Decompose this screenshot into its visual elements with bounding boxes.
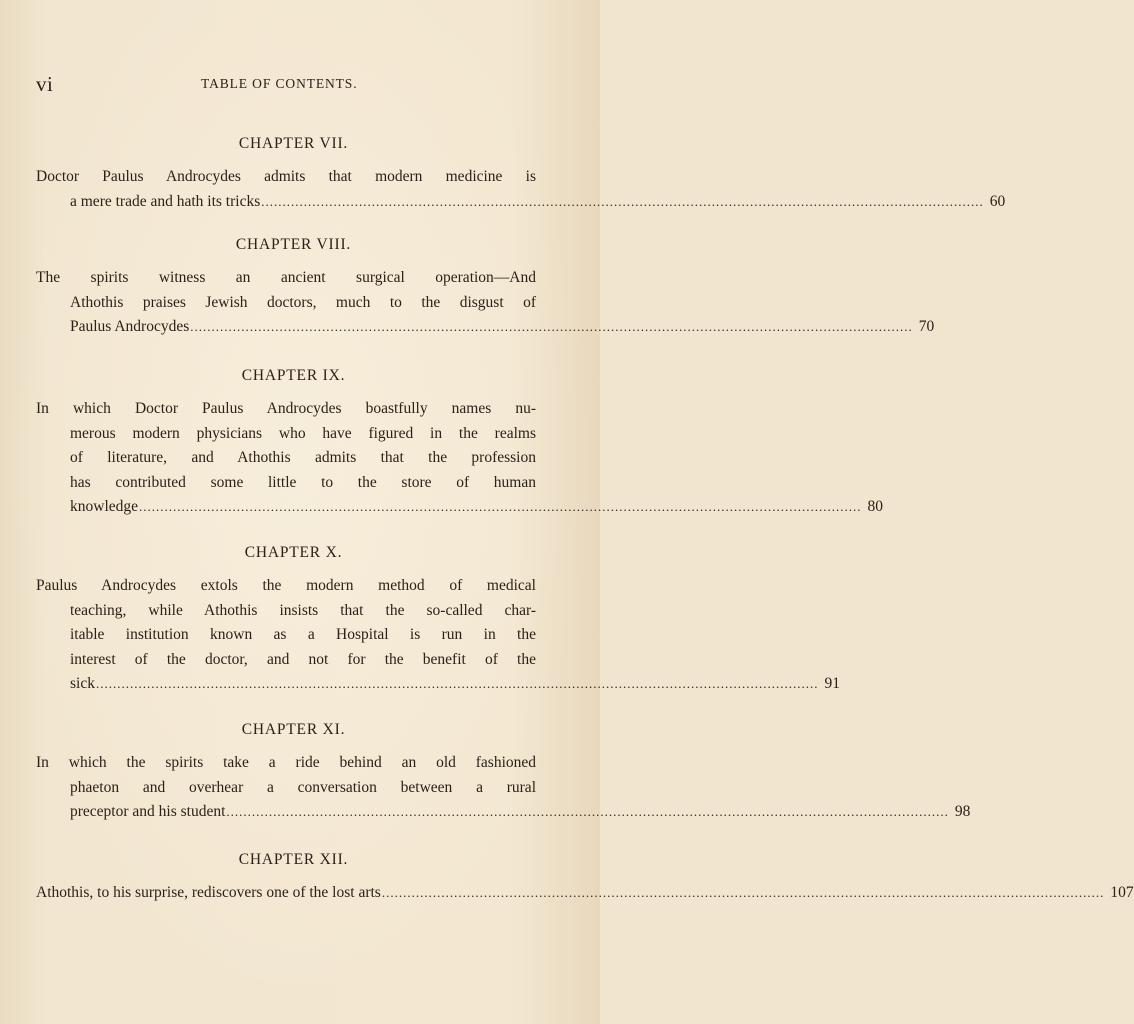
chapter-title: CHAPTER XI. (241, 721, 346, 738)
toc-chapter-8 (36, 235, 935, 340)
entry-line: phaeton and overhear a conversation between a rural (70, 778, 536, 796)
chapter-title: CHAPTER XII. (238, 851, 349, 868)
entry-line-last (36, 315, 935, 340)
entry-line-text: a mere trade and hath its tricks (70, 192, 261, 210)
entry-line: has contributed some little to the store of human (70, 473, 536, 491)
entry-line-last (36, 800, 971, 825)
dot-leader (226, 800, 949, 825)
toc-entry (36, 751, 971, 825)
entry-line: merous modern physicians who have figured in the realms (70, 424, 536, 442)
dot-leader (190, 315, 913, 340)
toc-entry (36, 397, 884, 520)
dot-leader (96, 672, 819, 697)
dot-leader (139, 495, 862, 520)
dot-leader (382, 881, 1105, 906)
chapter-title: CHAPTER VII. (238, 135, 349, 152)
running-title: TABLE OF CONTENTS. (201, 76, 358, 91)
chapter-title: CHAPTER X. (244, 544, 343, 561)
entry-line-text: knowledge (70, 498, 139, 515)
entry-line-text: sick (70, 675, 95, 692)
page-folio: vi (36, 72, 54, 96)
page-number: 70 (918, 318, 935, 335)
entry-line-last (36, 881, 1134, 906)
entry-line: In which Doctor Paulus Androcydes boastfully names nu- (36, 400, 536, 417)
entry-line: The spirits witness an ancient surgical operation—And (36, 269, 536, 286)
entry-line: Paulus Androcydes extols the modern method of medical (36, 577, 536, 594)
entry-line: Doctor Paulus Androcydes admits that modern medicine is (36, 168, 536, 185)
entry-line-text: Athothis, to his surprise, rediscovers one of the lost arts (36, 884, 381, 901)
toc-chapter-10 (36, 543, 840, 697)
page-number: 80 (867, 498, 884, 515)
entry-line: Athothis praises Jewish doctors, much to the disgust of (70, 293, 536, 311)
page-header (36, 74, 566, 96)
entry-line: of literature, and Athothis admits that the profession (70, 449, 536, 466)
toc-chapter-9 (36, 366, 884, 520)
entry-line-text: preceptor and his student (70, 803, 226, 820)
toc-chapter-11 (36, 720, 971, 825)
toc-entry (36, 574, 840, 697)
entry-line-last (36, 495, 884, 520)
entry-line: itable institution known as a Hospital is run in the (70, 626, 536, 643)
page-number: 60 (989, 192, 1006, 210)
entry-line: teaching, while Athothis insists that the so-called char- (70, 601, 536, 619)
page-number: 107 (1110, 884, 1134, 901)
chapter-title: CHAPTER VIII. (235, 236, 352, 253)
toc-entry (36, 266, 935, 340)
dot-leader (261, 190, 984, 215)
toc-entry (36, 165, 1006, 214)
chapter-title: CHAPTER IX. (241, 367, 346, 384)
page-number: 98 (954, 803, 971, 820)
entry-line: In which the spirits take a ride behind an old fashioned (36, 754, 536, 771)
page-number: 91 (824, 675, 840, 692)
toc-entry (36, 881, 1134, 906)
entry-line-last (36, 672, 840, 697)
entry-line-last (36, 190, 1006, 215)
entry-line: interest of the doctor, and not for the benefit of the (70, 650, 536, 668)
entry-line-text: Paulus Androcydes (70, 318, 190, 335)
toc-chapter-12 (36, 850, 1134, 906)
toc-chapter-7 (36, 134, 1006, 214)
